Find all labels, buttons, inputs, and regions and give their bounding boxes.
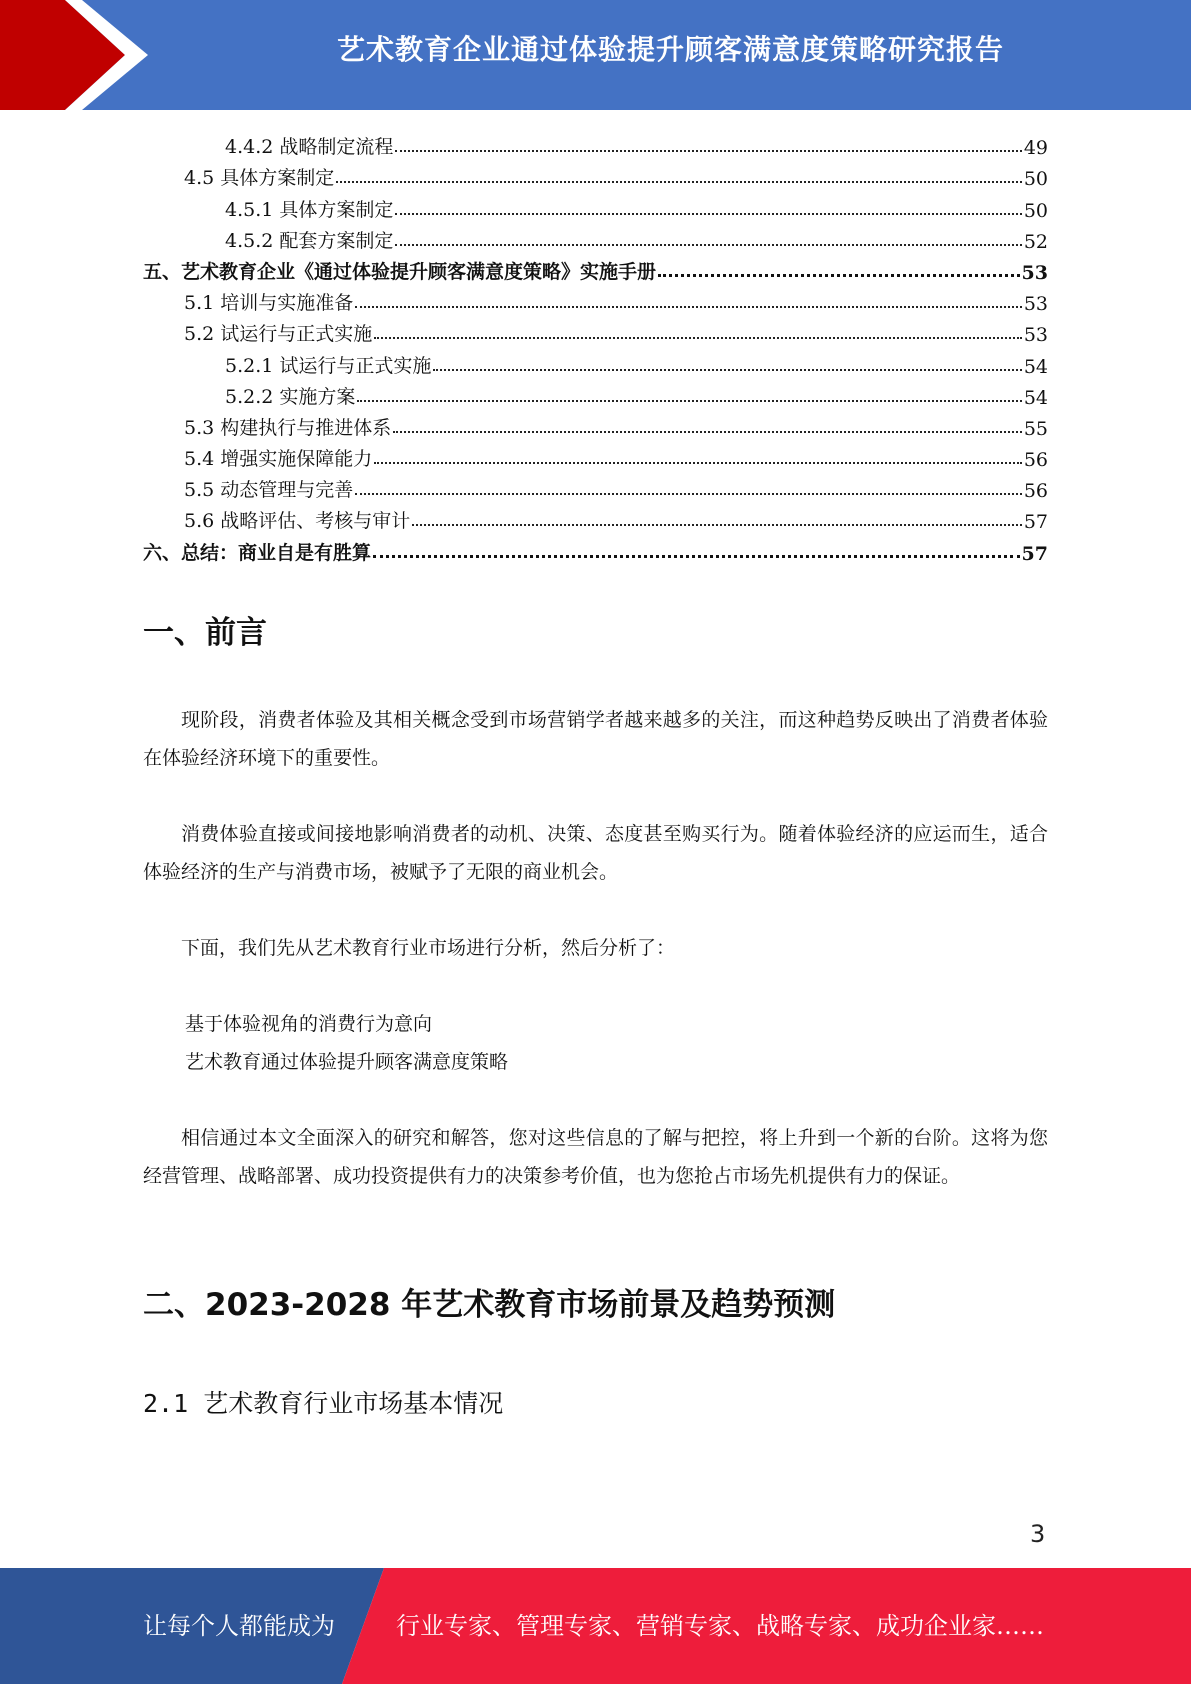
toc-entry[interactable] bbox=[143, 253, 1048, 284]
toc-leader-dots bbox=[412, 524, 1022, 526]
toc-entry-title: 5.3 构建执行与推进体系 bbox=[184, 416, 392, 439]
toc-leader-dots bbox=[395, 244, 1021, 246]
toc-entry-title: 5.2 试运行与正式实施 bbox=[184, 323, 373, 346]
toc-entry-page: 53 bbox=[1023, 324, 1048, 347]
toc-entry[interactable] bbox=[143, 440, 1048, 471]
toc-entry[interactable] bbox=[143, 346, 1048, 377]
page-header bbox=[0, 0, 1191, 110]
toc-entry-title: 4.5.1 具体方案制定 bbox=[225, 198, 394, 221]
toc-entry-title: 5.5 动态管理与完善 bbox=[184, 479, 354, 502]
toc-entry[interactable] bbox=[143, 222, 1048, 253]
toc-entry[interactable] bbox=[143, 471, 1048, 502]
toc-leader-dots bbox=[433, 369, 1021, 371]
toc-entry-page: 53 bbox=[1021, 261, 1048, 284]
subsection-heading: 2.1 艺术教育行业市场基本情况 bbox=[143, 1389, 504, 1418]
toc-entry-page: 55 bbox=[1023, 417, 1048, 440]
toc-entry-title: 五、艺术教育企业《通过体验提升顾客满意度策略》实施手册 bbox=[143, 260, 657, 283]
toc-entry[interactable] bbox=[143, 409, 1048, 440]
toc-entry-page: 57 bbox=[1023, 511, 1048, 534]
toc-entry-title: 4.4.2 战略制定流程 bbox=[225, 136, 394, 159]
toc-entry[interactable] bbox=[143, 315, 1048, 346]
paragraph: 相信通过本文全面深入的研究和解答，您对这些信息的了解与把控，将上升到一个新的台阶。这将为您经营管理、战略部署、成功投资提供有力的决策参考价值，也为您抢占市场先机提供有力的保证。 bbox=[143, 1127, 1048, 1187]
header-title: 艺术教育企业通过体验提升顾客满意度策略研究报告 bbox=[336, 33, 1004, 66]
toc-leader-dots bbox=[395, 150, 1021, 152]
page-footer bbox=[0, 1568, 1191, 1684]
footer-slogan-right: 行业专家、管理专家、营销专家、战略专家、成功企业家…… bbox=[396, 1612, 1044, 1640]
toc-entry-page: 50 bbox=[1023, 168, 1048, 191]
toc-entry-page: 49 bbox=[1023, 137, 1048, 160]
toc-leader-dots bbox=[374, 337, 1022, 339]
toc-entry-title: 4.5.2 配套方案制定 bbox=[225, 229, 394, 252]
toc-entry-page: 56 bbox=[1023, 449, 1048, 472]
toc-leader-dots bbox=[355, 493, 1022, 495]
toc-entry-title: 5.4 增强实施保障能力 bbox=[184, 448, 373, 471]
toc-entry-title: 六、总结：商业自是有胜算 bbox=[143, 541, 372, 564]
toc-entry-title: 5.1 培训与实施准备 bbox=[184, 292, 354, 315]
toc-entry-page: 50 bbox=[1023, 199, 1048, 222]
table-of-contents bbox=[143, 128, 1048, 565]
toc-leader-dots bbox=[373, 555, 1020, 558]
toc-entry[interactable] bbox=[143, 284, 1048, 315]
toc-leader-dots bbox=[393, 431, 1022, 433]
list-item: 基于体验视角的消费行为意向 bbox=[185, 1013, 433, 1035]
toc-entry[interactable] bbox=[143, 159, 1048, 190]
toc-leader-dots bbox=[395, 213, 1021, 215]
paragraph: 消费体验直接或间接地影响消费者的动机、决策、态度甚至购买行为。随着体验经济的应运而生，适合体验经济的生产与消费市场，被赋予了无限的商业机会。 bbox=[143, 823, 1048, 883]
toc-entry-title: 5.6 战略评估、考核与审计 bbox=[184, 510, 411, 533]
toc-entry-page: 57 bbox=[1021, 542, 1048, 565]
toc-entry-title: 5.2.2 实施方案 bbox=[225, 385, 356, 408]
toc-leader-dots bbox=[658, 274, 1020, 277]
toc-entry-page: 56 bbox=[1023, 480, 1048, 503]
toc-entry-title: 4.5 具体方案制定 bbox=[184, 167, 335, 190]
toc-entry-page: 53 bbox=[1023, 293, 1048, 316]
toc-entry[interactable] bbox=[143, 378, 1048, 409]
toc-entry-title: 5.2.1 试运行与正式实施 bbox=[225, 354, 432, 377]
paragraph: 现阶段，消费者体验及其相关概念受到市场营销学者越来越多的关注，而这种趋势反映出了消费者体验在体验经济环境下的重要性。 bbox=[143, 709, 1048, 769]
section-heading-preface: 一、前言 bbox=[143, 615, 267, 651]
toc-leader-dots bbox=[336, 181, 1022, 183]
page-number: 3 bbox=[1030, 1520, 1046, 1548]
toc-entry[interactable] bbox=[143, 190, 1048, 221]
toc-entry-page: 54 bbox=[1023, 386, 1048, 409]
toc-entry[interactable] bbox=[143, 502, 1048, 533]
toc-entry[interactable] bbox=[143, 128, 1048, 159]
toc-leader-dots bbox=[374, 462, 1022, 464]
list-item: 艺术教育通过体验提升顾客满意度策略 bbox=[185, 1051, 509, 1073]
paragraph: 下面，我们先从艺术教育行业市场进行分析，然后分析了： bbox=[181, 937, 676, 959]
toc-entry[interactable] bbox=[143, 533, 1048, 564]
toc-leader-dots bbox=[355, 306, 1022, 308]
toc-entry-page: 54 bbox=[1023, 355, 1048, 378]
footer-slogan-left: 让每个人都能成为 bbox=[143, 1612, 335, 1640]
toc-leader-dots bbox=[357, 400, 1021, 402]
toc-entry-page: 52 bbox=[1023, 230, 1048, 253]
section-heading-market-outlook: 二、2023-2028 年艺术教育市场前景及趋势预测 bbox=[143, 1287, 836, 1323]
